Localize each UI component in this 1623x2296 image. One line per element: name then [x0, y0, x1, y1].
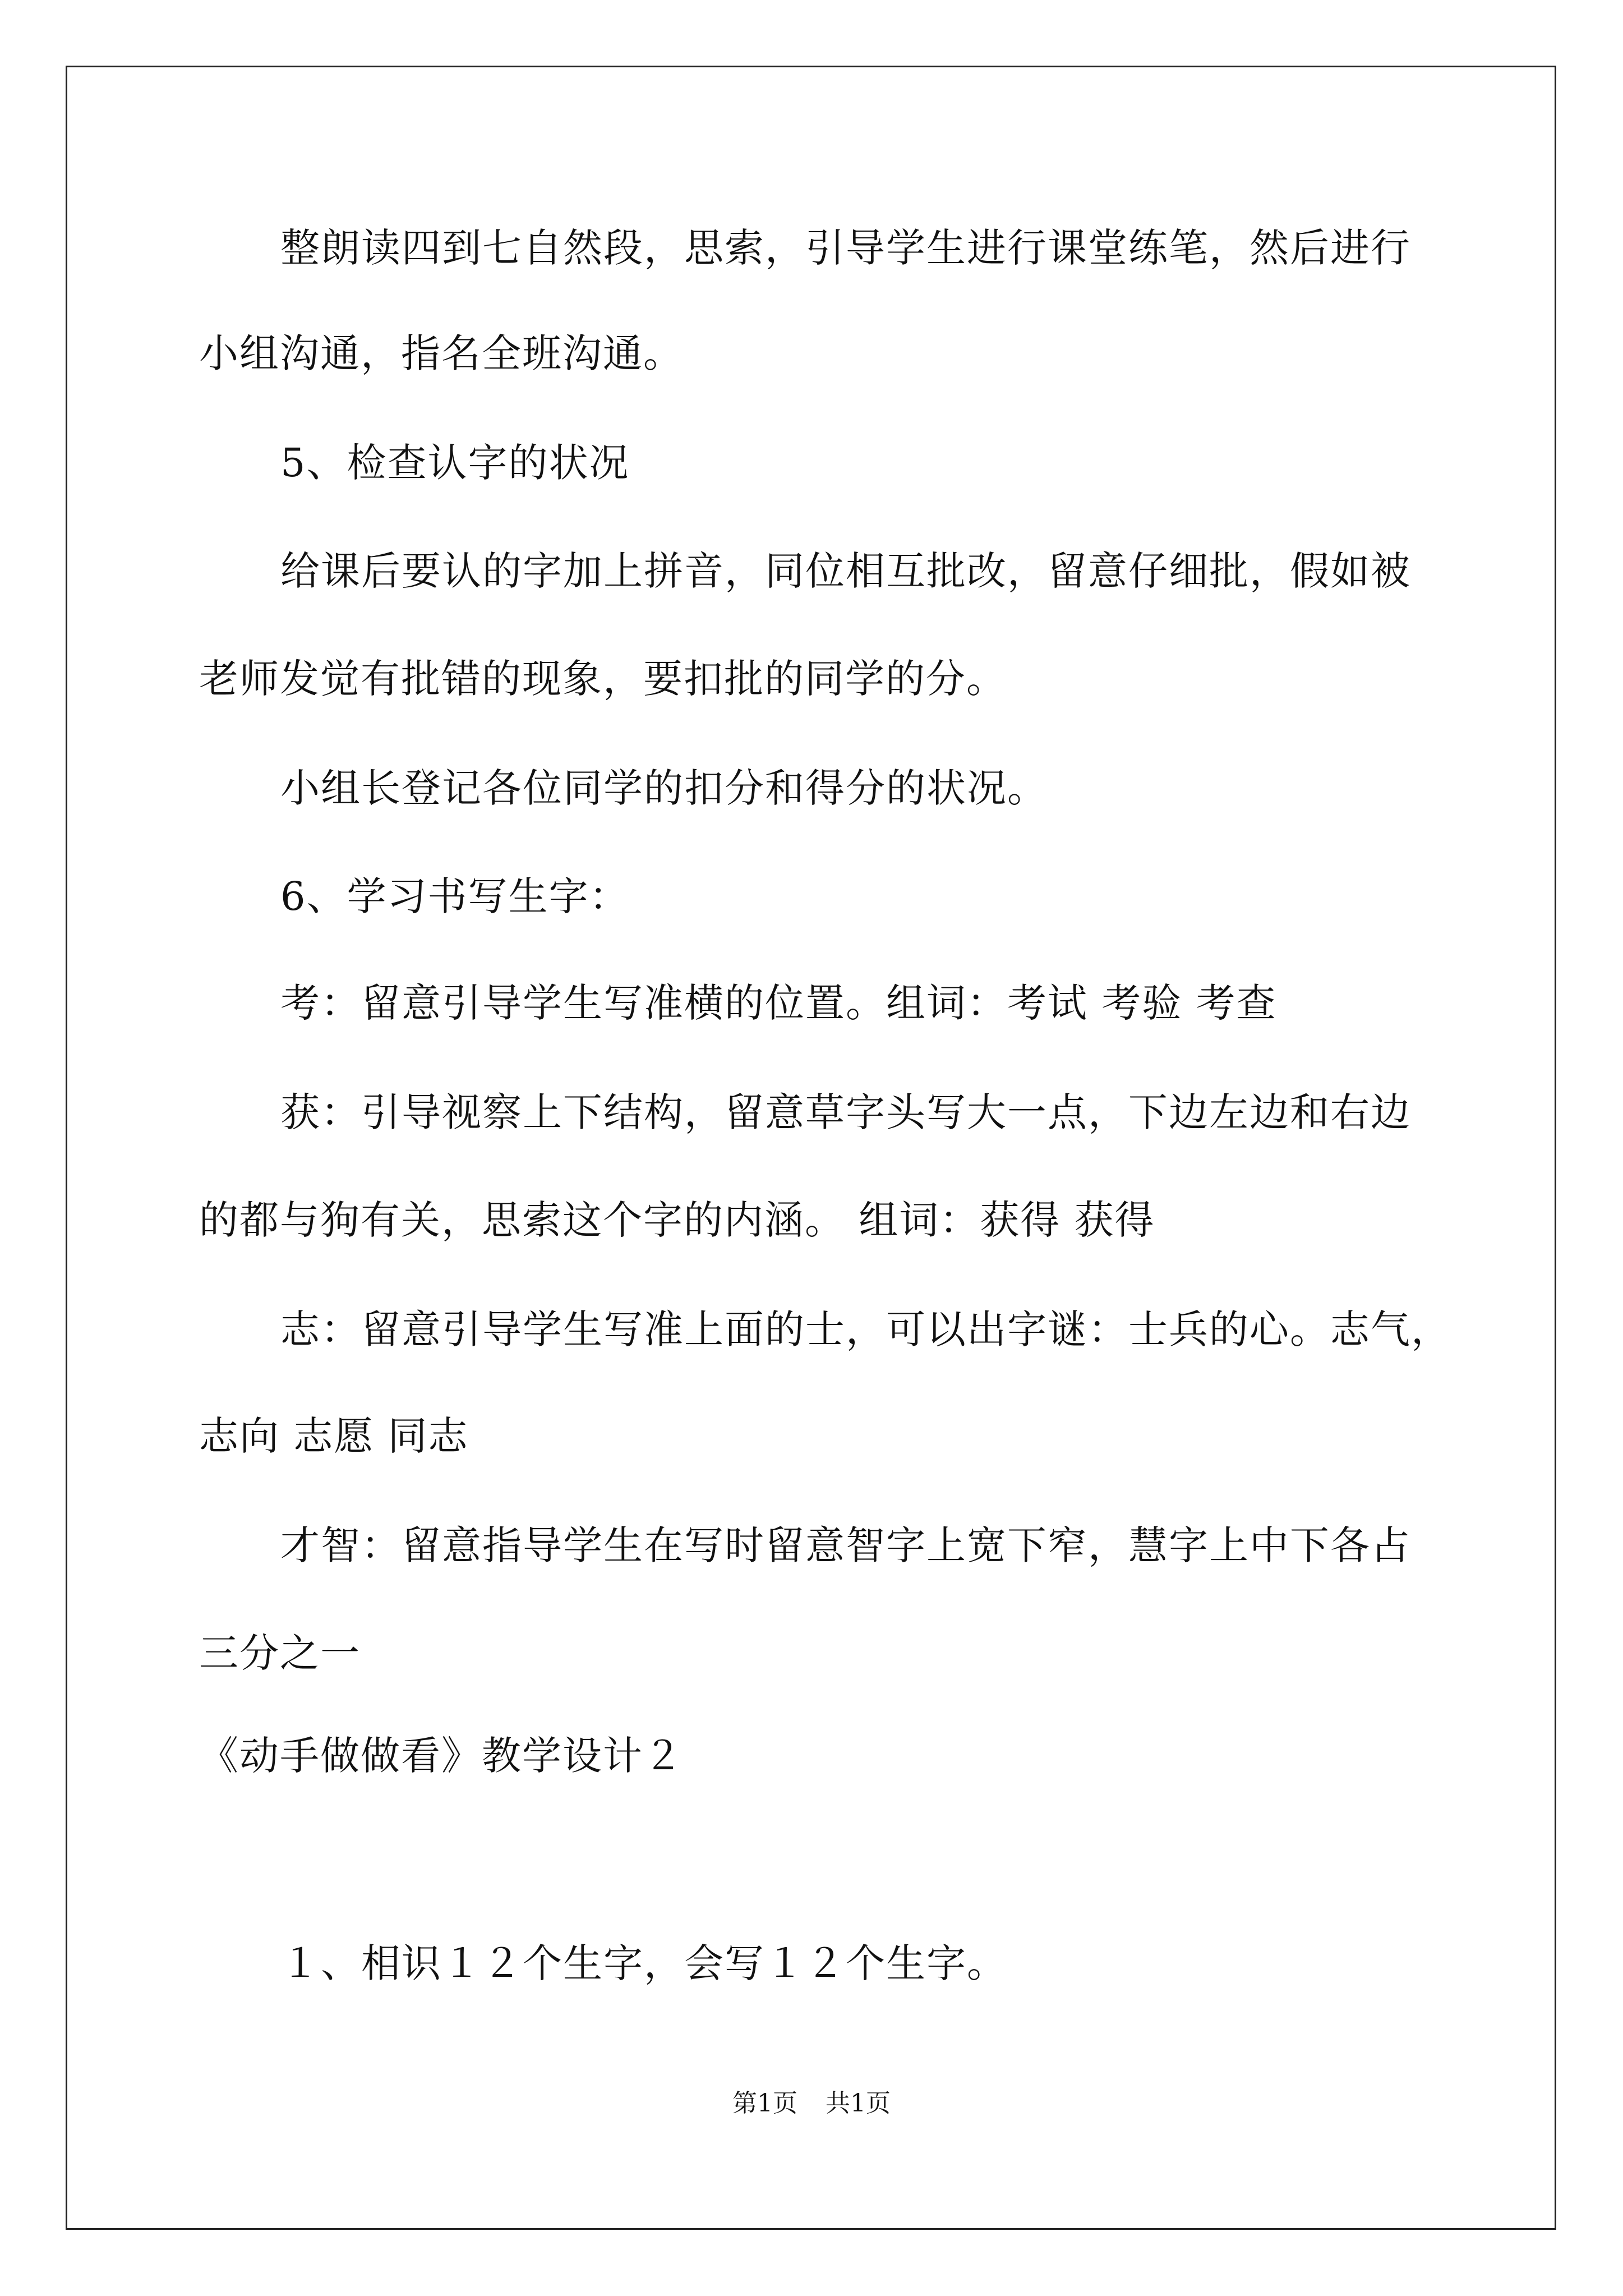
body-line-5: 小组长登记各位同学的扣分和得分的状况。: [280, 765, 1048, 811]
body-line-3: 给课后要认的字加上拼音，同位相互批改，留意仔细批，假如被: [280, 548, 1411, 594]
body-line-4: 老师发觉有批错的现象，要扣批的同学的分。: [199, 656, 1007, 702]
body-line-10: 志向 志愿 同志: [199, 1413, 469, 1459]
body-line-2: 小组沟通，指名全班沟通。: [199, 330, 684, 376]
body-line-9: 志：留意引导学生写准上面的士，可以出字谜：士兵的心。志气，: [280, 1306, 1451, 1352]
page-footer: [0, 2087, 1623, 2120]
body-line-8: 的都与狗有关，思索这个字的内涵。 组词：获得 获得: [199, 1197, 1155, 1243]
body-line-6: 考：留意引导学生写准横的位置。组词：考试 考验 考查: [280, 980, 1277, 1026]
page-frame: [66, 66, 1556, 2230]
section-title: 《动手做做看》教学设计２: [199, 1733, 684, 1779]
body-line-11: 才智：留意指导学生在写时留意智字上宽下窄，慧字上中下各占: [280, 1522, 1411, 1568]
body-line-7: 获：引导视察上下结构，留意草字头写大一点，下边左边和右边: [280, 1089, 1411, 1135]
section-heading-5: 5、检查认字的状况: [280, 440, 630, 486]
body-line-1: 整朗读四到七自然段，思索，引导学生进行课堂练笔，然后进行: [280, 225, 1411, 271]
section-heading-6: 6、学习书写生字：: [280, 873, 630, 919]
page-number: 第1页: [732, 2089, 797, 2118]
body-line-12: 三分之一: [199, 1630, 361, 1676]
page-total: 共1页: [826, 2089, 891, 2118]
body-line-13: １、相识１２个生字，会写１２个生字。: [280, 1940, 1007, 1986]
